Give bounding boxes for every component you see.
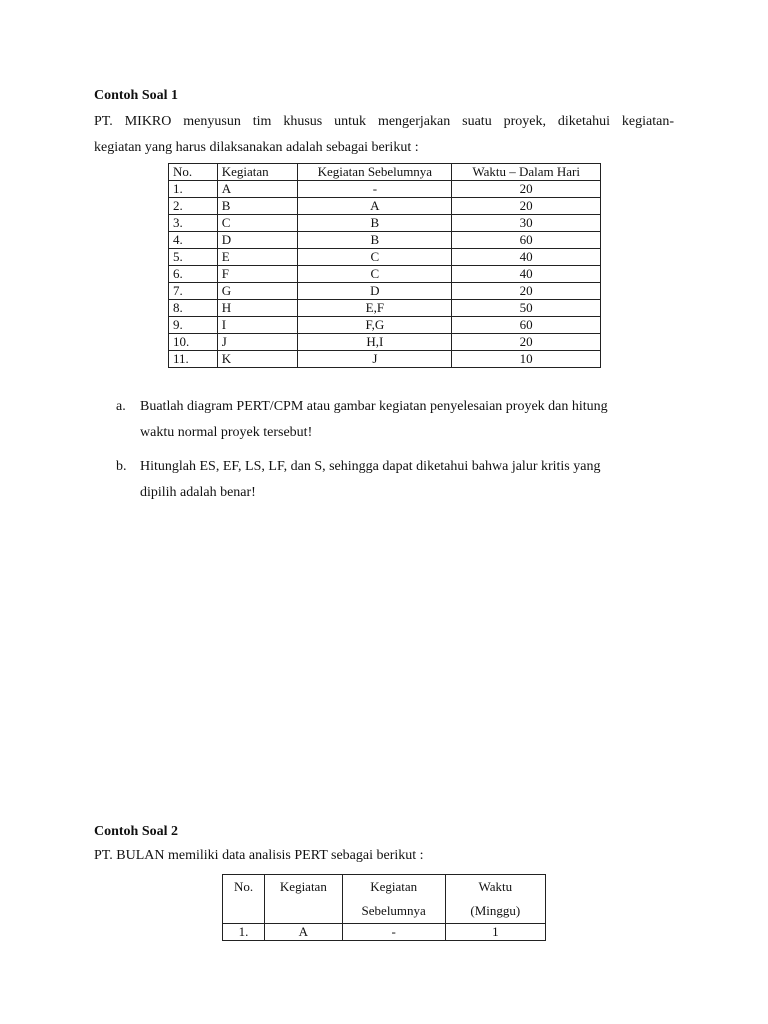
table-cell: 30 <box>452 215 601 232</box>
table-cell: 60 <box>452 317 601 334</box>
soal1-intro-line1: PT. MIKRO menyusun tim khusus untuk mengerjakan suatu proyek, diketahui kegiatan- <box>94 114 674 129</box>
table-cell: 2. <box>169 198 218 215</box>
table-cell: A <box>217 181 298 198</box>
header-waktu: Waktu – Dalam Hari <box>452 164 601 181</box>
table-cell: F,G <box>298 317 452 334</box>
table-cell: B <box>298 232 452 249</box>
table-cell: 20 <box>452 283 601 300</box>
question-item <box>116 394 676 446</box>
soal1-activity-table <box>168 163 601 368</box>
header-kegiatan <box>265 875 343 924</box>
question-text-line: waktu normal proyek tersebut! <box>140 425 313 440</box>
table-row <box>169 266 601 283</box>
table-cell: 9. <box>169 317 218 334</box>
table-cell: E,F <box>298 300 452 317</box>
soal1-intro-line2: kegiatan yang harus dilaksanakan adalah sebagai berikut : <box>94 140 419 155</box>
soal2-title: Contoh Soal 2 <box>94 824 179 839</box>
table-row <box>169 249 601 266</box>
question-item <box>116 454 676 506</box>
table-header-row <box>223 875 546 924</box>
table-cell: K <box>217 351 298 368</box>
header-line: No. <box>233 879 254 894</box>
table-row <box>169 300 601 317</box>
table-cell: F <box>217 266 298 283</box>
question-text-line: dipilih adalah benar! <box>140 485 256 500</box>
table-cell: 20 <box>452 181 601 198</box>
soal1-intro <box>94 109 674 161</box>
header-line: Sebelumnya <box>361 903 426 918</box>
table-cell: J <box>217 334 298 351</box>
table-cell: 50 <box>452 300 601 317</box>
table-cell: A <box>265 924 343 941</box>
table-cell: 1. <box>169 181 218 198</box>
table-cell: C <box>298 266 452 283</box>
table-cell: E <box>217 249 298 266</box>
table-cell: I <box>217 317 298 334</box>
table-cell: 4. <box>169 232 218 249</box>
table-row <box>169 351 601 368</box>
header-line: Waktu <box>478 879 513 894</box>
soal1-questions <box>116 394 676 514</box>
question-text-line: Buatlah diagram PERT/CPM atau gambar kegiatan penyelesaian proyek dan hitung <box>140 399 608 414</box>
table-row <box>223 924 546 941</box>
table-row <box>169 181 601 198</box>
table-cell: A <box>298 198 452 215</box>
header-kegiatan-sebelumnya <box>342 875 445 924</box>
table-row <box>169 215 601 232</box>
table-cell: 10 <box>452 351 601 368</box>
table-cell: 20 <box>452 334 601 351</box>
soal2-activity-table <box>222 874 546 941</box>
table-cell: 6. <box>169 266 218 283</box>
table-cell: 10. <box>169 334 218 351</box>
table-cell: D <box>217 232 298 249</box>
table-cell: H <box>217 300 298 317</box>
header-line: Kegiatan <box>279 879 327 894</box>
table-cell: 40 <box>452 266 601 283</box>
question-text-line: Hitunglah ES, EF, LS, LF, dan S, sehingga dapat diketahui bahwa jalur kritis yang <box>140 459 601 474</box>
question-marker: b. <box>116 459 127 474</box>
table-header-row <box>169 164 601 181</box>
header-kegiatan-sebelumnya: Kegiatan Sebelumnya <box>298 164 452 181</box>
table-cell: B <box>298 215 452 232</box>
table-cell: B <box>217 198 298 215</box>
table-cell: G <box>217 283 298 300</box>
header-no <box>223 875 265 924</box>
header-kegiatan: Kegiatan <box>217 164 298 181</box>
table-cell: 1 <box>445 924 545 941</box>
table-cell: 3. <box>169 215 218 232</box>
table-cell: 7. <box>169 283 218 300</box>
table-cell: 8. <box>169 300 218 317</box>
table-cell: - <box>298 181 452 198</box>
table-cell: C <box>298 249 452 266</box>
table-cell: 20 <box>452 198 601 215</box>
table-row <box>169 232 601 249</box>
table-cell: 5. <box>169 249 218 266</box>
table-cell: D <box>298 283 452 300</box>
table-row <box>169 317 601 334</box>
table-cell: - <box>342 924 445 941</box>
table-cell: 40 <box>452 249 601 266</box>
header-line: Kegiatan <box>370 879 418 894</box>
header-line: (Minggu) <box>470 903 521 918</box>
soal2-intro: PT. BULAN memiliki data analisis PERT sebagai berikut : <box>94 848 424 863</box>
table-cell: 11. <box>169 351 218 368</box>
table-cell: 60 <box>452 232 601 249</box>
soal1-title: Contoh Soal 1 <box>94 88 179 103</box>
table-cell: C <box>217 215 298 232</box>
header-no: No. <box>169 164 218 181</box>
header-waktu <box>445 875 545 924</box>
table-row <box>169 198 601 215</box>
question-marker: a. <box>116 399 126 414</box>
table-row <box>169 334 601 351</box>
table-row <box>169 283 601 300</box>
table-cell: H,I <box>298 334 452 351</box>
table-cell: J <box>298 351 452 368</box>
table-cell: 1. <box>223 924 265 941</box>
